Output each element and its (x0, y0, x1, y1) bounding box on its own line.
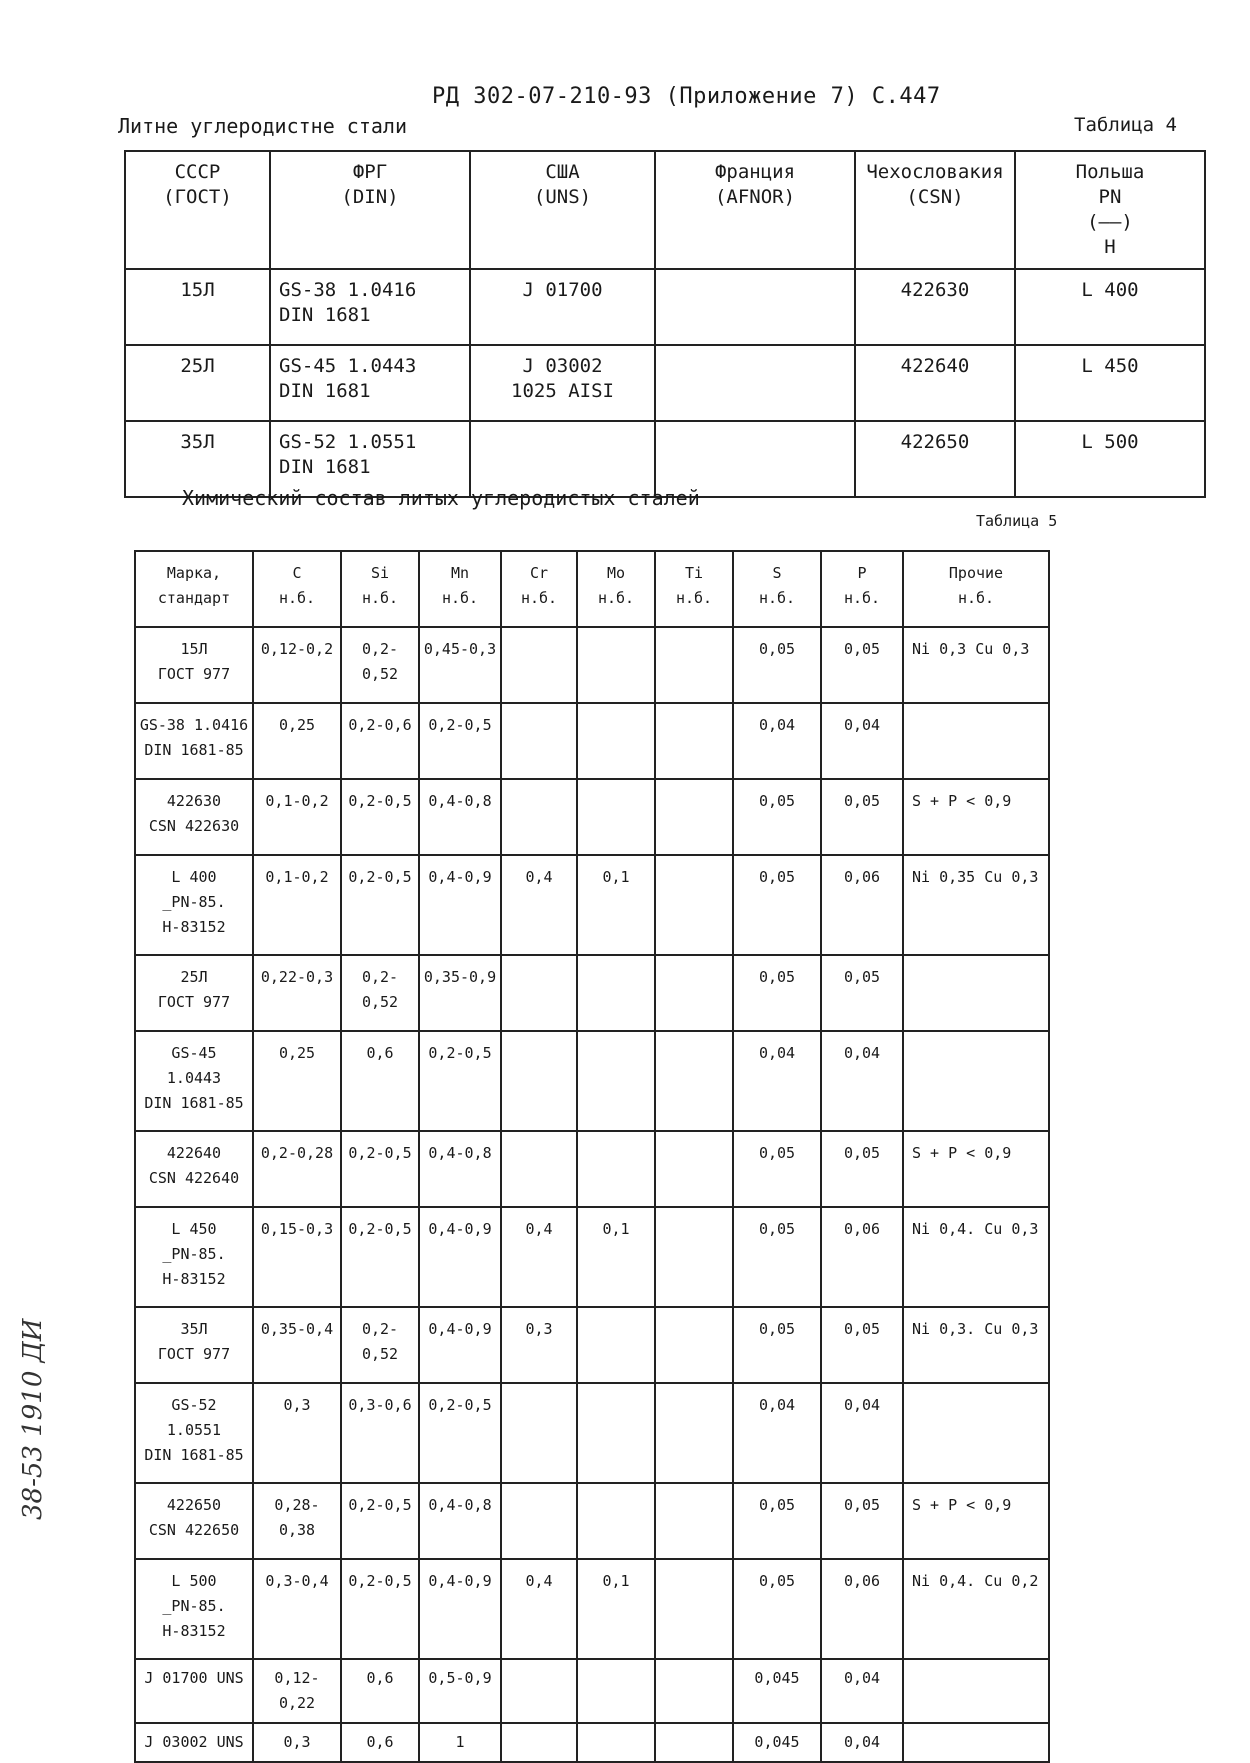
table4-caption: Литне углеродистне стали (118, 114, 407, 138)
table4-col-ussr: СССР (ГОСТ) (125, 151, 270, 269)
table-cell: 0,04 (733, 1031, 821, 1131)
table-cell: 0,2-0,52 (341, 955, 419, 1031)
table-cell: 0,35-0,9 (419, 955, 501, 1031)
table-cell: 0,4-0,8 (419, 1131, 501, 1207)
table-cell: Ni 0,4. Cu 0,3 (903, 1207, 1049, 1307)
table-row (135, 1659, 1049, 1723)
table-cell: GS-52 1.0551 DIN 1681 (270, 421, 470, 497)
table-cell (655, 1307, 733, 1383)
table-cell: 0,2-0,5 (419, 1383, 501, 1483)
table-cell (501, 1383, 577, 1483)
table4-col-usa: США (UNS) (470, 151, 655, 269)
table-cell (903, 1723, 1049, 1762)
table-cell: 35Л ГОСТ 977 (135, 1307, 253, 1383)
table-cell: 0,35-0,4 (253, 1307, 341, 1383)
table-row (135, 703, 1049, 779)
table-cell (577, 1031, 655, 1131)
table-cell (655, 1131, 733, 1207)
table-row (135, 779, 1049, 855)
table-cell: 0,04 (733, 1383, 821, 1483)
table-cell: 0,05 (733, 1207, 821, 1307)
table-cell: 0,6 (341, 1031, 419, 1131)
table-cell: GS-38 1.0416 DIN 1681-85 (135, 703, 253, 779)
table-cell: 0,4-0,9 (419, 1307, 501, 1383)
table-cell: 0,3 (253, 1723, 341, 1762)
table-cell: 0,04 (821, 1659, 903, 1723)
table-cell: S + P < 0,9 (903, 1131, 1049, 1207)
table-cell (501, 1659, 577, 1723)
table-row (135, 627, 1049, 703)
table-row (135, 1307, 1049, 1383)
table-cell: 0,4-0,8 (419, 779, 501, 855)
table-cell: L 450 (1015, 345, 1205, 421)
table5-col-si: Si н.б. (341, 551, 419, 627)
table-cell (577, 779, 655, 855)
table-cell: 0,045 (733, 1723, 821, 1762)
table-cell: S + P < 0,9 (903, 1483, 1049, 1559)
table-cell: GS-38 1.0416 DIN 1681 (270, 269, 470, 345)
table4-col-czech: Чехословакия (CSN) (855, 151, 1015, 269)
table-cell: 0,1 (577, 855, 655, 955)
table-cell: 0,6 (341, 1659, 419, 1723)
table-row (135, 855, 1049, 955)
table5-col-other: Прочие н.б. (903, 551, 1049, 627)
table-cell: 0,4-0,8 (419, 1483, 501, 1559)
table-cell: GS-45 1.0443 DIN 1681 (270, 345, 470, 421)
table-cell: 0,05 (733, 855, 821, 955)
table-row (135, 1131, 1049, 1207)
table-cell: 0,25 (253, 1031, 341, 1131)
table4-col-germany: ФРГ (DIN) (270, 151, 470, 269)
table5-col-mn: Mn н.б. (419, 551, 501, 627)
table-row (135, 1383, 1049, 1483)
table-cell: Ni 0,3. Cu 0,3 (903, 1307, 1049, 1383)
table-cell: 0,6 (341, 1723, 419, 1762)
table-cell: 0,06 (821, 1207, 903, 1307)
table-cell: L 400 (1015, 269, 1205, 345)
table-cell (577, 1723, 655, 1762)
table-cell: J 03002 UNS (135, 1723, 253, 1762)
table-cell: 0,05 (821, 627, 903, 703)
table-cell: L 500 (1015, 421, 1205, 497)
table-cell: 0,2-0,5 (341, 1559, 419, 1659)
table-row (135, 1207, 1049, 1307)
table-cell: L 500 _PN-85. H-83152 (135, 1559, 253, 1659)
table5-label: Таблица 5 (976, 512, 1058, 530)
table-cell (501, 779, 577, 855)
table-cell (655, 703, 733, 779)
table-cell: 0,3 (253, 1383, 341, 1483)
table-cell: 0,04 (821, 1031, 903, 1131)
table-cell: 422640 CSN 422640 (135, 1131, 253, 1207)
table-cell: S + P < 0,9 (903, 779, 1049, 855)
table-cell (501, 955, 577, 1031)
table-cell: 0,1 (577, 1559, 655, 1659)
table-cell: L 400 _PN-85. H-83152 (135, 855, 253, 955)
table-row (125, 345, 1205, 421)
table4-label: Таблица 4 (1074, 114, 1177, 136)
table-cell (655, 269, 855, 345)
table-cell: 422650 (855, 421, 1015, 497)
table-cell: 0,45-0,3 (419, 627, 501, 703)
table-row (135, 1723, 1049, 1762)
table-cell (655, 1383, 733, 1483)
table-cell: 0,05 (821, 1131, 903, 1207)
table-cell: 0,1-0,2 (253, 855, 341, 955)
table-cell (501, 627, 577, 703)
table-cell: 0,2-0,5 (419, 1031, 501, 1131)
table-cell: 0,05 (821, 1307, 903, 1383)
table-cell: 0,2-0,5 (341, 1207, 419, 1307)
table-cell: J 01700 UNS (135, 1659, 253, 1723)
table-cell: 0,045 (733, 1659, 821, 1723)
table-cell (655, 1207, 733, 1307)
table-cell: 0,05 (733, 1131, 821, 1207)
table-cell: 15Л ГОСТ 977 (135, 627, 253, 703)
table-cell: 0,4-0,9 (419, 1207, 501, 1307)
table5-col-ti: Ti н.б. (655, 551, 733, 627)
table-cell: 0,12-0,2 (253, 627, 341, 703)
table-cell (577, 1659, 655, 1723)
table-cell (501, 703, 577, 779)
table4-col-poland: Польша PN (——) H (1015, 151, 1205, 269)
table-cell: 0,2-0,5 (341, 779, 419, 855)
table-cell (655, 1483, 733, 1559)
table-cell: 0,15-0,3 (253, 1207, 341, 1307)
table5-header-row (135, 551, 1049, 627)
table-cell: 0,05 (733, 779, 821, 855)
table-cell: 0,04 (821, 703, 903, 779)
table-cell (655, 1031, 733, 1131)
table-cell: 0,05 (821, 779, 903, 855)
table-cell: 0,2-0,5 (341, 1131, 419, 1207)
table-cell: 15Л (125, 269, 270, 345)
table-cell: 0,3-0,4 (253, 1559, 341, 1659)
table-cell (903, 1659, 1049, 1723)
table-cell (903, 703, 1049, 779)
table-row (125, 269, 1205, 345)
table-row (135, 955, 1049, 1031)
table4-header-row (125, 151, 1205, 269)
table-cell: Ni 0,3 Cu 0,3 (903, 627, 1049, 703)
table-row (135, 1559, 1049, 1659)
table-cell: 0,4-0,9 (419, 1559, 501, 1659)
table-cell: 0,4 (501, 1559, 577, 1659)
table-cell (577, 955, 655, 1031)
table-cell: 0,3 (501, 1307, 577, 1383)
table-cell (501, 1031, 577, 1131)
table-cell: GS-45 1.0443 DIN 1681-85 (135, 1031, 253, 1131)
table-row (135, 1483, 1049, 1559)
table-cell: 0,2-0,28 (253, 1131, 341, 1207)
table-cell: 1 (419, 1723, 501, 1762)
table-cell: 0,4 (501, 855, 577, 955)
table5-col-mo: Mo н.б. (577, 551, 655, 627)
table-cell: 0,2-0,52 (341, 1307, 419, 1383)
table-cell (577, 627, 655, 703)
table-cell: 0,05 (733, 1559, 821, 1659)
table-cell (501, 1131, 577, 1207)
table-cell: J 01700 (470, 269, 655, 345)
table-cell: 0,2-0,52 (341, 627, 419, 703)
table-cell (577, 1307, 655, 1383)
table-cell (655, 855, 733, 955)
table-cell (655, 955, 733, 1031)
table5-col-p: P н.б. (821, 551, 903, 627)
table-cell: 0,12-0,22 (253, 1659, 341, 1723)
table-cell (655, 627, 733, 703)
table-cell (655, 1659, 733, 1723)
table-cell: 0,22-0,3 (253, 955, 341, 1031)
table-cell: 422630 CSN 422630 (135, 779, 253, 855)
table-cell: 0,4-0,9 (419, 855, 501, 955)
table-cell: 0,05 (733, 1307, 821, 1383)
table-cell: 0,06 (821, 855, 903, 955)
table-cell: 0,4 (501, 1207, 577, 1307)
table-cell: 0,05 (733, 627, 821, 703)
table-cell: 25Л ГОСТ 977 (135, 955, 253, 1031)
table-cell (655, 1559, 733, 1659)
table-cell (577, 1383, 655, 1483)
table-cell (655, 345, 855, 421)
table-cell: 0,2-0,5 (419, 703, 501, 779)
table-cell (655, 779, 733, 855)
table-cell: Ni 0,35 Cu 0,3 (903, 855, 1049, 955)
table-cell: 0,2-0,5 (341, 1483, 419, 1559)
table5-caption: Химический состав литых углеродистых сталей (182, 486, 700, 510)
table-cell: GS-52 1.0551 DIN 1681-85 (135, 1383, 253, 1483)
table-cell: 422640 (855, 345, 1015, 421)
table-cell: 0,2-0,6 (341, 703, 419, 779)
table-cell (577, 1131, 655, 1207)
table5 (134, 550, 1050, 1763)
handwritten-margin-note: 38-53 1910 ДИ (18, 1318, 48, 1520)
table-cell: 0,5-0,9 (419, 1659, 501, 1723)
table-cell: 0,05 (733, 1483, 821, 1559)
table-cell: 0,05 (821, 955, 903, 1031)
table5-col-grade: Марка, стандарт (135, 551, 253, 627)
table5-col-c: C н.б. (253, 551, 341, 627)
table-cell: 422630 (855, 269, 1015, 345)
table4 (124, 150, 1206, 498)
table-cell: 35Л (125, 421, 270, 497)
table-cell: 0,04 (733, 703, 821, 779)
table-cell: 0,06 (821, 1559, 903, 1659)
table-cell (903, 955, 1049, 1031)
table-cell (655, 1723, 733, 1762)
table-cell: 0,04 (821, 1383, 903, 1483)
table-cell (501, 1483, 577, 1559)
table-cell: 0,1-0,2 (253, 779, 341, 855)
table-cell: 422650 CSN 422650 (135, 1483, 253, 1559)
table-cell: J 03002 1025 AISI (470, 345, 655, 421)
table-cell: L 450 _PN-85. H-83152 (135, 1207, 253, 1307)
table-cell: 0,25 (253, 703, 341, 779)
table-cell: 0,1 (577, 1207, 655, 1307)
table-cell (501, 1723, 577, 1762)
table-row (135, 1031, 1049, 1131)
table5-col-s: S н.б. (733, 551, 821, 627)
table-cell: 0,05 (821, 1483, 903, 1559)
table4-col-france: Франция (AFNOR) (655, 151, 855, 269)
document-header: РД 302-07-210-93 (Приложение 7) С.447 (432, 84, 941, 109)
table-cell: 0,05 (733, 955, 821, 1031)
table-cell: 0,04 (821, 1723, 903, 1762)
table5-col-cr: Cr н.б. (501, 551, 577, 627)
table-cell (577, 703, 655, 779)
table-cell: 0,3-0,6 (341, 1383, 419, 1483)
table-cell (903, 1383, 1049, 1483)
table-cell: 25Л (125, 345, 270, 421)
table-cell: 0,2-0,5 (341, 855, 419, 955)
table-cell: 0,28-0,38 (253, 1483, 341, 1559)
table-cell (903, 1031, 1049, 1131)
table-cell: Ni 0,4. Cu 0,2 (903, 1559, 1049, 1659)
table-cell (577, 1483, 655, 1559)
